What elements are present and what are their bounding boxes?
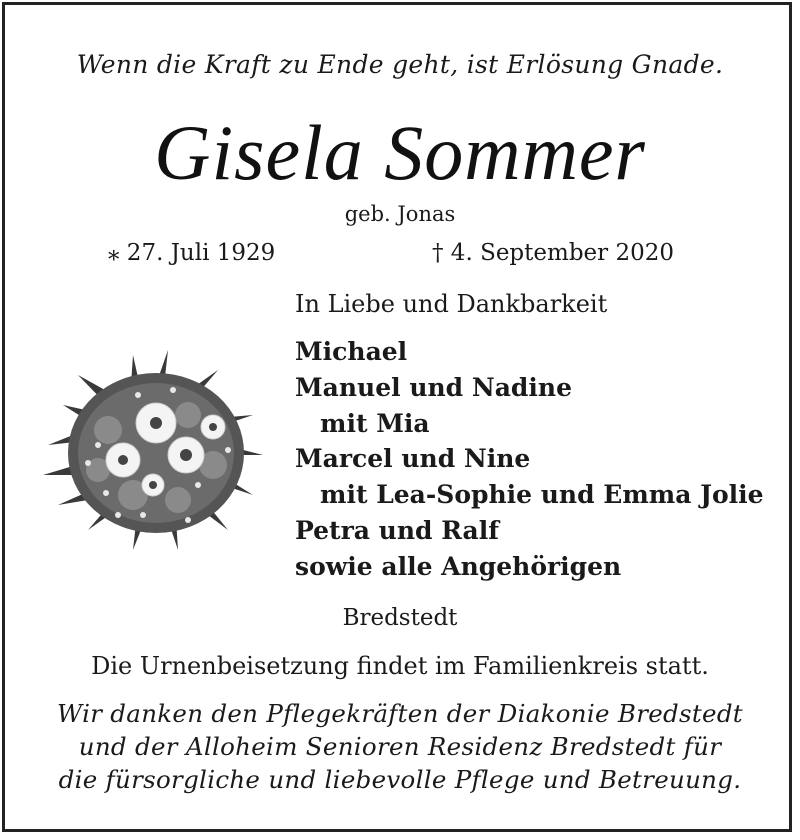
place: Bredstedt <box>342 605 458 631</box>
deceased-name: Gisela Sommer <box>154 109 646 196</box>
birth-date: ⁎ 27. Juli 1929 <box>108 240 276 266</box>
death-date: † 4. September 2020 <box>432 240 674 266</box>
thanks-line: und der Alloheim Senioren Residenz Bredstedt für <box>78 732 722 761</box>
mourner-line: mit Mia <box>320 408 430 438</box>
mourner-line: sowie alle Angehörigen <box>295 551 622 581</box>
thanks-note <box>0 697 800 796</box>
intro-text: In Liebe und Dankbarkeit <box>295 290 608 318</box>
thanks-line: Wir danken den Pflegekräften der Diakonie Bredstedt <box>57 699 743 728</box>
mourner-line: Petra und Ralf <box>295 515 499 545</box>
flower-bouquet-icon <box>38 345 268 560</box>
maiden-name: geb. Jonas <box>344 202 456 226</box>
mourners-list <box>295 334 764 585</box>
thanks-line: die fürsorgliche und liebevolle Pflege und Betreuung. <box>58 765 742 794</box>
mourner-line: mit Lea-Sophie und Emma Jolie <box>320 480 764 510</box>
mourner-line: Michael <box>295 337 408 366</box>
mourner-line: Marcel und Nine <box>295 444 531 474</box>
mourner-line: Manuel und Nadine <box>295 372 572 402</box>
burial-note: Die Urnenbeisetzung findet im Familienkreis statt. <box>91 652 709 680</box>
motto: Wenn die Kraft zu Ende geht, ist Erlösung Gnade. <box>76 50 724 79</box>
